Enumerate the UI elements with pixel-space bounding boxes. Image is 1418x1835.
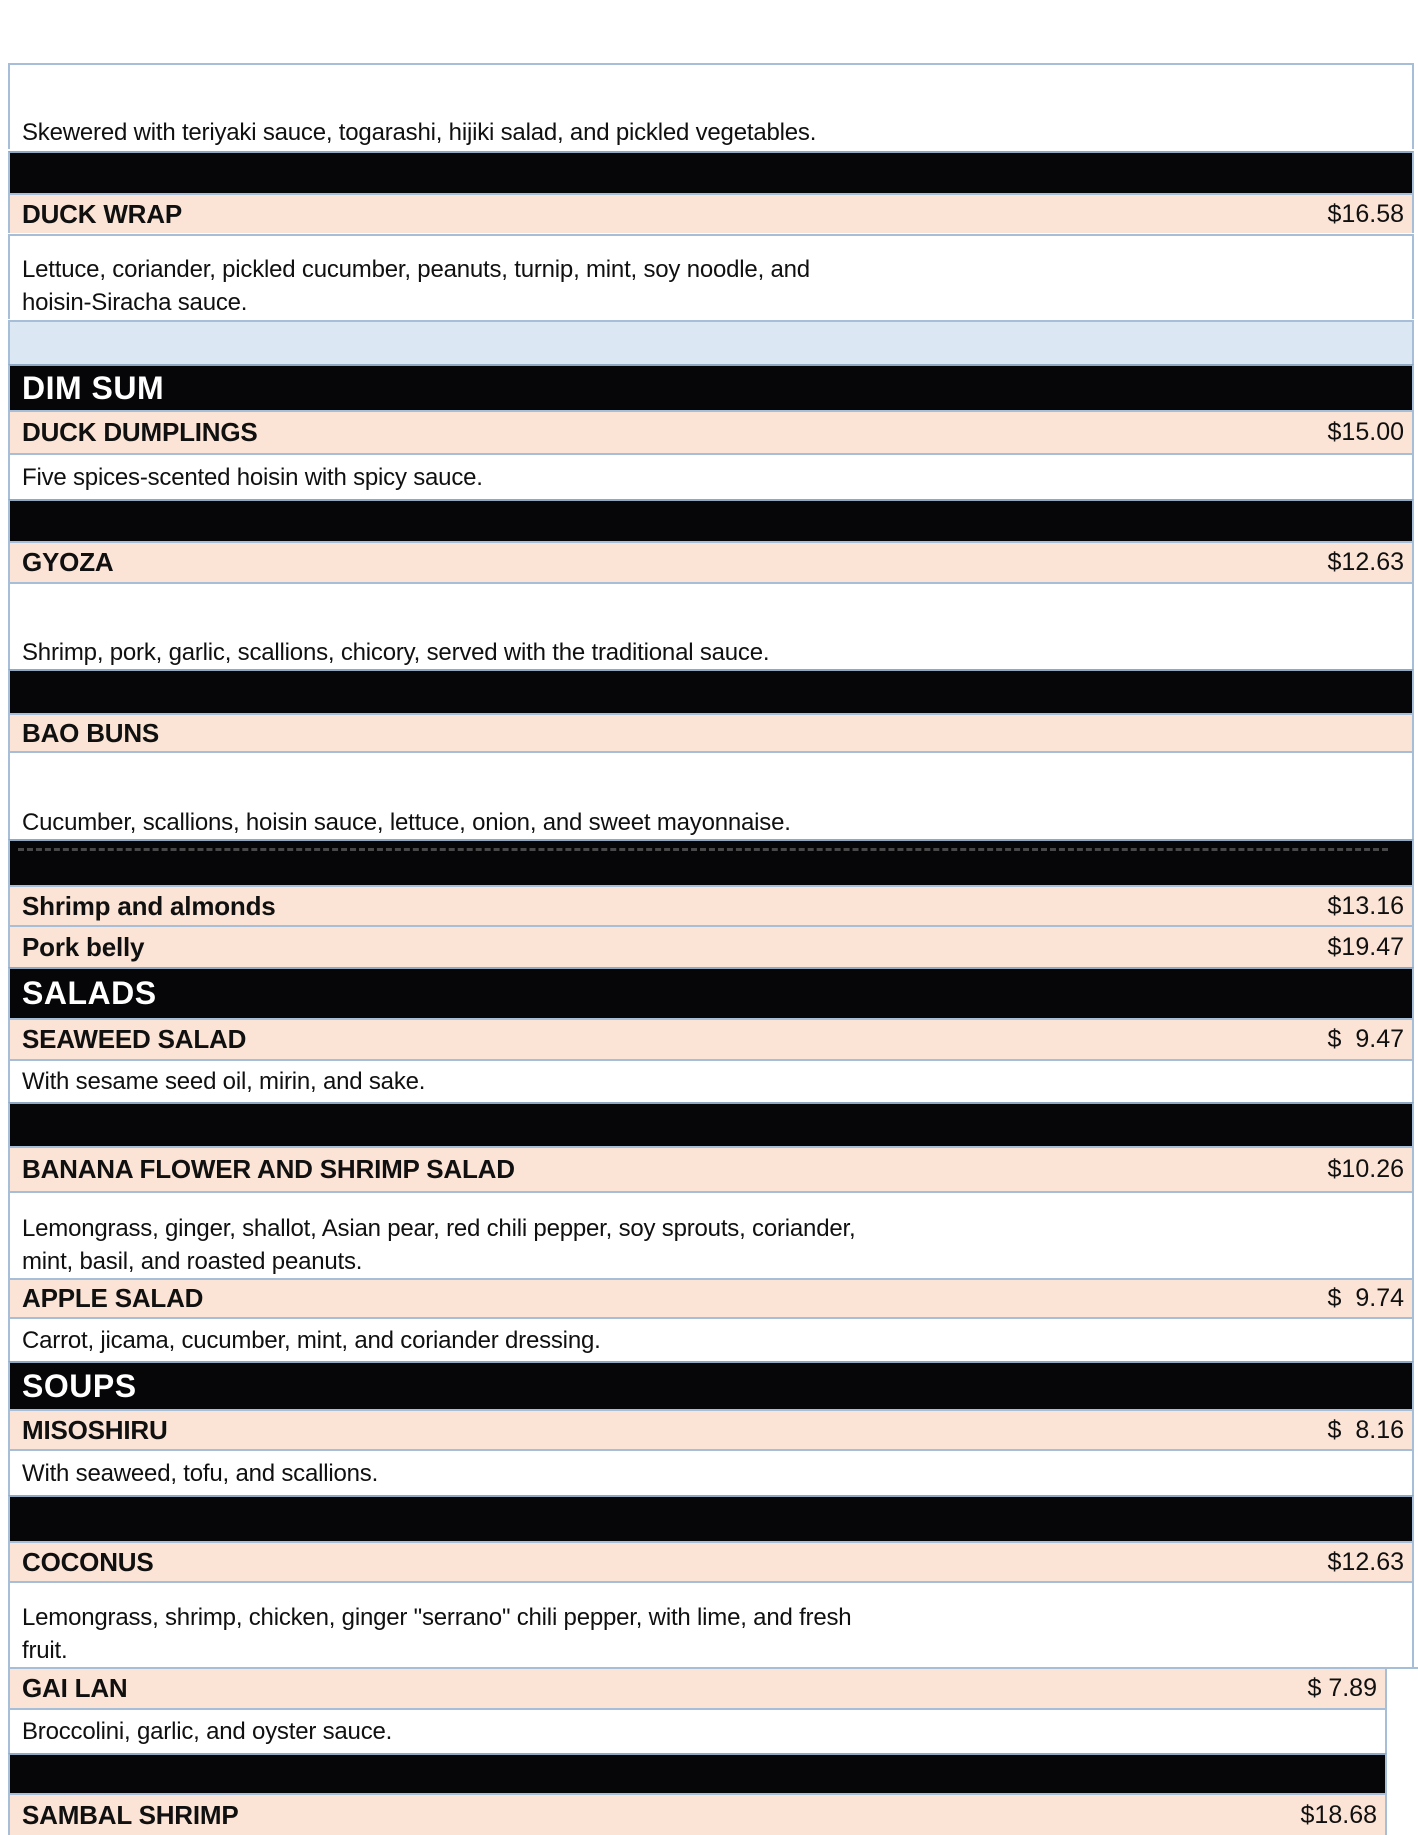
item-price: $10.26 (1327, 1155, 1404, 1183)
description-line: Cucumber, scallions, hoisin sauce, lettuce, onion, and sweet mayonnaise. (22, 809, 791, 836)
gridline-extension (1385, 1667, 1418, 1669)
menu-item-row-seaweed-salad (8, 1018, 1414, 1059)
description-line: fruit. (22, 1637, 68, 1664)
item-name: DUCK WRAP (22, 198, 182, 229)
section-header-salads (8, 967, 1414, 1018)
section-title: SOUPS (22, 1367, 137, 1404)
item-name: DUCK DUMPLINGS (22, 417, 258, 447)
item-price: $ 9.74 (1327, 1284, 1404, 1312)
item-name: SAMBAL SHRIMP (22, 1799, 239, 1830)
description-line: Lettuce, coriander, pickled cucumber, peanuts, turnip, mint, soy noodle, and (22, 256, 810, 283)
item-price: $13.16 (1327, 891, 1404, 920)
redacted-black-bar (8, 1495, 1414, 1541)
menu-item-row-gyoza (8, 541, 1414, 582)
item-price: $ 7.89 (1307, 1674, 1377, 1702)
redacted-black-bar (8, 1753, 1387, 1793)
description-line: Broccolini, garlic, and oyster sauce. (22, 1718, 393, 1745)
menu-item-row-apple-salad (8, 1278, 1414, 1317)
redacted-black-bar (8, 839, 1414, 885)
menu-description-row-intro (8, 63, 1414, 149)
item-name: Shrimp and almonds (22, 890, 276, 921)
menu-item-row-pork-belly (8, 925, 1414, 967)
description-line: With sesame seed oil, mirin, and sake. (22, 1068, 426, 1095)
item-name: Pork belly (22, 931, 145, 962)
item-price: $16.58 (1327, 199, 1404, 228)
menu-description-row-coconus (8, 1581, 1414, 1667)
redacted-black-bar (8, 1102, 1414, 1146)
description-line: Five spices-scented hoisin with spicy sauce. (22, 463, 483, 491)
menu-description-row-misoshiru (8, 1449, 1414, 1495)
menu-description-row-gai-lan (8, 1708, 1387, 1753)
item-name: APPLE SALAD (22, 1283, 204, 1313)
description-line: hoisin-Siracha sauce. (22, 289, 248, 316)
item-price: $18.68 (1300, 1800, 1377, 1829)
menu-description-row-duck-wrap (8, 234, 1414, 319)
description-line: Skewered with teriyaki sauce, togarashi, hijiki salad, and pickled vegetables. (22, 119, 817, 146)
redacted-black-bar (8, 499, 1414, 541)
item-name: COCONUS (22, 1546, 154, 1577)
redacted-black-bar (8, 669, 1414, 713)
item-name: MISOSHIRU (22, 1414, 168, 1445)
spacer-row (8, 320, 1414, 364)
description-line: Carrot, jicama, cucumber, mint, and coriander dressing. (22, 1326, 601, 1354)
menu-item-row-banana-flower-and-shrimp-salad (8, 1146, 1414, 1191)
description-line: With seaweed, tofu, and scallions. (22, 1459, 379, 1487)
item-price: $15.00 (1327, 418, 1404, 446)
menu-item-row-duck-wrap (8, 193, 1414, 233)
item-price: $ 9.47 (1327, 1025, 1404, 1053)
section-header-dim-sum (8, 364, 1414, 410)
item-price: $ 8.16 (1327, 1415, 1404, 1444)
menu-description-row-duck-dumplings (8, 453, 1414, 499)
menu-item-row-bao-buns (8, 713, 1414, 751)
menu-description-row-seaweed-salad (8, 1059, 1414, 1102)
menu-item-row-gai-lan (8, 1667, 1387, 1708)
description-line: Lemongrass, ginger, shallot, Asian pear, red chili pepper, soy sprouts, coriander, (22, 1215, 856, 1242)
redaction-artifact (18, 848, 1388, 851)
description-line: Shrimp, pork, garlic, scallions, chicory, served with the traditional sauce. (22, 639, 770, 666)
menu-item-row-duck-dumplings (8, 410, 1414, 453)
item-name: BAO BUNS (22, 717, 160, 748)
menu-description-row-apple-salad (8, 1317, 1414, 1361)
menu-item-row-sambal-shrimp (8, 1793, 1387, 1835)
menu-description-row-gyoza (8, 582, 1414, 669)
description-line: mint, basil, and roasted peanuts. (22, 1248, 363, 1275)
menu-item-row-coconus (8, 1541, 1414, 1581)
description-line: Lemongrass, shrimp, chicken, ginger "serrano" chili pepper, with lime, and fresh (22, 1604, 852, 1631)
menu-description-row-banana-flower (8, 1191, 1414, 1278)
item-price: $19.47 (1327, 932, 1404, 961)
menu-item-row-misoshiru (8, 1409, 1414, 1449)
section-title: SALADS (22, 975, 157, 1011)
item-name: BANANA FLOWER AND SHRIMP SALAD (22, 1154, 515, 1184)
section-title: DIM SUM (22, 369, 165, 406)
redacted-black-bar (8, 151, 1414, 193)
item-price: $12.63 (1327, 548, 1404, 576)
item-price: $12.63 (1327, 1547, 1404, 1576)
section-header-soups (8, 1361, 1414, 1409)
item-name: SEAWEED SALAD (22, 1024, 247, 1054)
menu-item-row-shrimp-and-almonds (8, 885, 1414, 925)
item-name: GYOZA (22, 547, 114, 577)
menu-description-row-bao-buns (8, 751, 1414, 839)
item-name: GAI LAN (22, 1673, 128, 1703)
